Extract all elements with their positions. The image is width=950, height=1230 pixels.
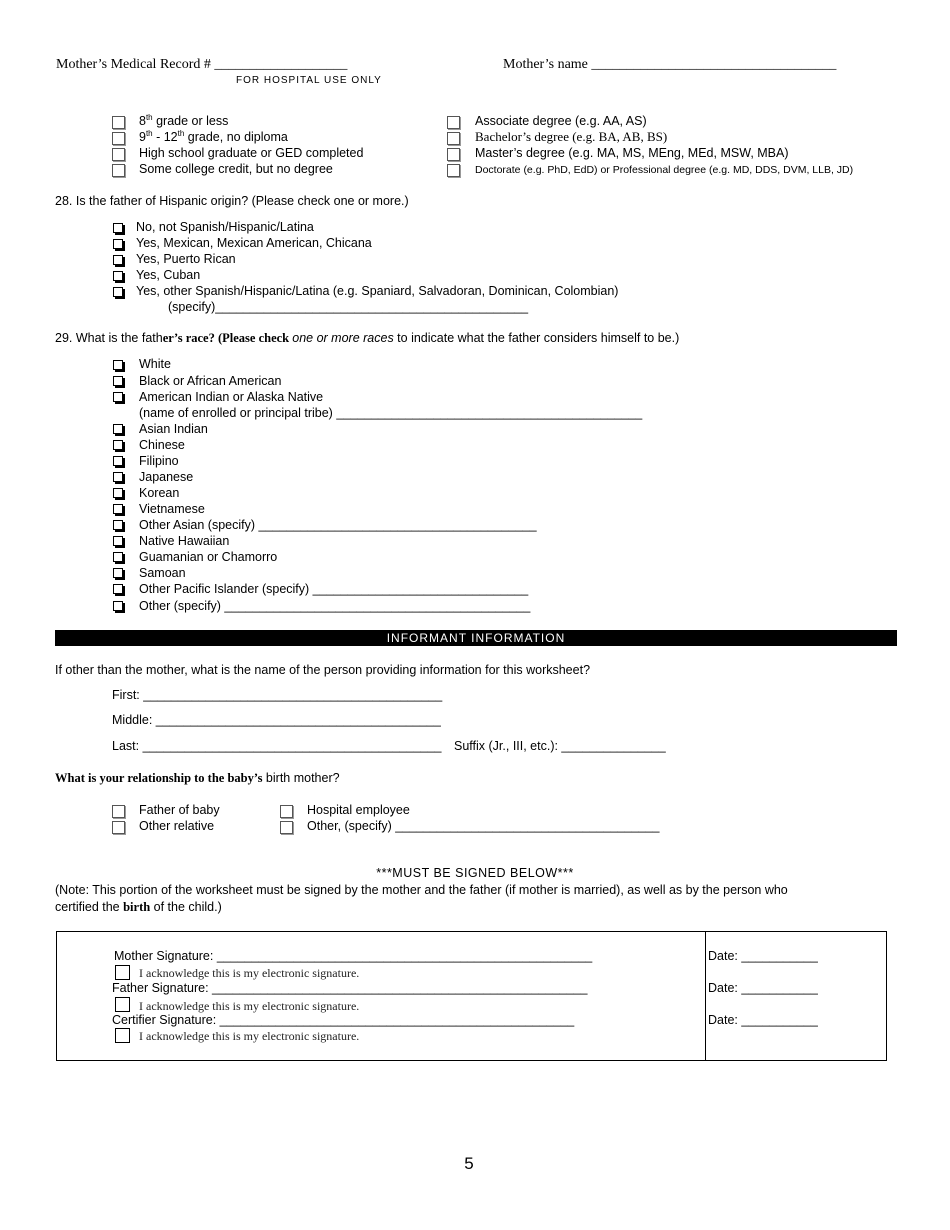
hispanic-option: Yes, other Spanish/Hispanic/Latina (e.g. Spaniard, Salvadoran, Dominican, Colombian): [136, 284, 619, 298]
race-checkbox[interactable]: [113, 440, 123, 450]
signature-box-divider: [705, 932, 706, 1060]
hispanic-checkbox[interactable]: [113, 223, 123, 233]
relationship-option: Other relative: [139, 819, 215, 833]
education-option: Some college credit, but no degree: [139, 162, 333, 176]
relationship-option: Hospital employee: [307, 803, 410, 817]
race-option: Asian Indian: [139, 422, 208, 436]
informant-question: If other than the mother, what is the name of the person providing information for this worksheet?: [55, 663, 591, 677]
race-checkbox[interactable]: [113, 424, 123, 434]
race-option: Other (specify) ____________________________________________: [139, 599, 531, 613]
page-number: 5: [464, 1154, 474, 1173]
relationship-option: Other, (specify) ______________________________________: [307, 819, 660, 833]
race-checkbox[interactable]: [113, 601, 123, 611]
education-checkbox[interactable]: [447, 164, 460, 177]
race-option: White: [139, 357, 171, 371]
education-checkbox[interactable]: [447, 148, 460, 161]
mother-ack-checkbox[interactable]: [115, 965, 130, 980]
mother-name-label: Mother’s name ___________________________________: [503, 57, 837, 72]
tribe-field[interactable]: (name of enrolled or principal tribe) ____________________________________________: [139, 406, 643, 420]
first-name-field[interactable]: First: ___________________________________________: [112, 688, 443, 702]
race-checkbox[interactable]: [113, 568, 123, 578]
hispanic-option: Yes, Cuban: [136, 268, 201, 282]
race-checkbox[interactable]: [113, 376, 123, 386]
hispanic-specify-field[interactable]: (specify)_____________________________________________: [168, 300, 529, 314]
hospital-use-note: FOR HOSPITAL USE ONLY: [236, 75, 382, 86]
race-option: Vietnamese: [139, 502, 205, 516]
education-checkbox[interactable]: [447, 132, 460, 145]
father-date-field[interactable]: Date: ___________: [708, 981, 818, 995]
race-option: Other Pacific Islander (specify) _______________________________: [139, 582, 529, 596]
hispanic-checkbox[interactable]: [113, 255, 123, 265]
suffix-field[interactable]: Suffix (Jr., III, etc.): _______________: [454, 739, 666, 753]
race-checkbox[interactable]: [113, 584, 123, 594]
race-checkbox[interactable]: [113, 536, 123, 546]
informant-banner: INFORMANT INFORMATION: [55, 630, 897, 646]
hispanic-checkbox[interactable]: [113, 271, 123, 281]
relationship-checkbox[interactable]: [112, 821, 125, 834]
education-option: 9th - 12th grade, no diploma: [139, 128, 288, 144]
question-29: 29. What is the father’s race? (Please check one or more races to indicate what the father considers himself to be.): [55, 331, 680, 345]
must-sign-heading: ***MUST BE SIGNED BELOW***: [376, 866, 574, 880]
question-28: 28. Is the father of Hispanic origin? (Please check one or more.): [55, 194, 409, 208]
hispanic-option: No, not Spanish/Hispanic/Latina: [136, 220, 314, 234]
race-option: Samoan: [139, 566, 186, 580]
education-option: High school graduate or GED completed: [139, 146, 364, 160]
race-checkbox[interactable]: [113, 360, 123, 370]
race-option: Guamanian or Chamorro: [139, 550, 278, 564]
education-checkbox[interactable]: [112, 148, 125, 161]
race-option: Filipino: [139, 454, 179, 468]
signature-note-line2: certified the birth of the child.): [55, 900, 222, 914]
middle-name-field[interactable]: Middle: _________________________________________: [112, 713, 441, 727]
hispanic-option: Yes, Puerto Rican: [136, 252, 236, 266]
race-checkbox[interactable]: [113, 488, 123, 498]
last-name-field[interactable]: Last: ___________________________________________: [112, 739, 442, 753]
father-signature-field[interactable]: Father Signature: ______________________________________________________: [112, 981, 588, 995]
mother-signature-field[interactable]: Mother Signature: ______________________________________________________: [114, 949, 593, 963]
certifier-ack-checkbox[interactable]: [115, 1028, 130, 1043]
relationship-question: What is your relationship to the baby’s birth mother?: [55, 771, 340, 785]
race-checkbox[interactable]: [113, 552, 123, 562]
mother-ack-label: I acknowledge this is my electronic signature.: [139, 966, 360, 980]
education-option: Master’s degree (e.g. MA, MS, MEng, MEd, MSW, MBA): [475, 146, 789, 160]
education-option: 8th grade or less: [139, 112, 229, 128]
race-option: American Indian or Alaska Native: [139, 390, 324, 404]
race-option: Other Asian (specify) ________________________________________: [139, 518, 537, 532]
certifier-date-field[interactable]: Date: ___________: [708, 1013, 818, 1027]
education-option: Bachelor’s degree (e.g. BA, AB, BS): [475, 129, 668, 144]
certifier-signature-field[interactable]: Certifier Signature: ___________________________________________________: [112, 1013, 575, 1027]
relationship-checkbox[interactable]: [280, 805, 293, 818]
hispanic-option: Yes, Mexican, Mexican American, Chicana: [136, 236, 372, 250]
race-checkbox[interactable]: [113, 392, 123, 402]
signature-note-line1: (Note: This portion of the worksheet must be signed by the mother and the father (if mother is married), as well as by the person who: [55, 883, 788, 897]
education-option: Doctorate (e.g. PhD, EdD) or Professional degree (e.g. MD, DDS, DVM, LLB, JD): [475, 164, 854, 176]
race-checkbox[interactable]: [113, 504, 123, 514]
race-checkbox[interactable]: [113, 520, 123, 530]
education-checkbox[interactable]: [112, 164, 125, 177]
certifier-ack-label: I acknowledge this is my electronic signature.: [139, 1029, 360, 1043]
father-ack-checkbox[interactable]: [115, 997, 130, 1012]
education-option: Associate degree (e.g. AA, AS): [475, 114, 647, 128]
medical-record-label: Mother’s Medical Record # ___________________: [56, 57, 348, 72]
race-option: Korean: [139, 486, 180, 500]
hispanic-checkbox[interactable]: [113, 239, 123, 249]
relationship-checkbox[interactable]: [280, 821, 293, 834]
race-checkbox[interactable]: [113, 472, 123, 482]
hispanic-checkbox[interactable]: [113, 287, 123, 297]
race-option: Chinese: [139, 438, 185, 452]
mother-date-field[interactable]: Date: ___________: [708, 949, 818, 963]
father-ack-label: I acknowledge this is my electronic signature.: [139, 999, 360, 1013]
education-checkbox[interactable]: [447, 116, 460, 129]
education-checkbox[interactable]: [112, 116, 125, 129]
relationship-checkbox[interactable]: [112, 805, 125, 818]
race-checkbox[interactable]: [113, 456, 123, 466]
relationship-option: Father of baby: [139, 803, 220, 817]
race-option: Black or African American: [139, 374, 282, 388]
race-option: Japanese: [139, 470, 194, 484]
race-option: Native Hawaiian: [139, 534, 230, 548]
education-checkbox[interactable]: [112, 132, 125, 145]
